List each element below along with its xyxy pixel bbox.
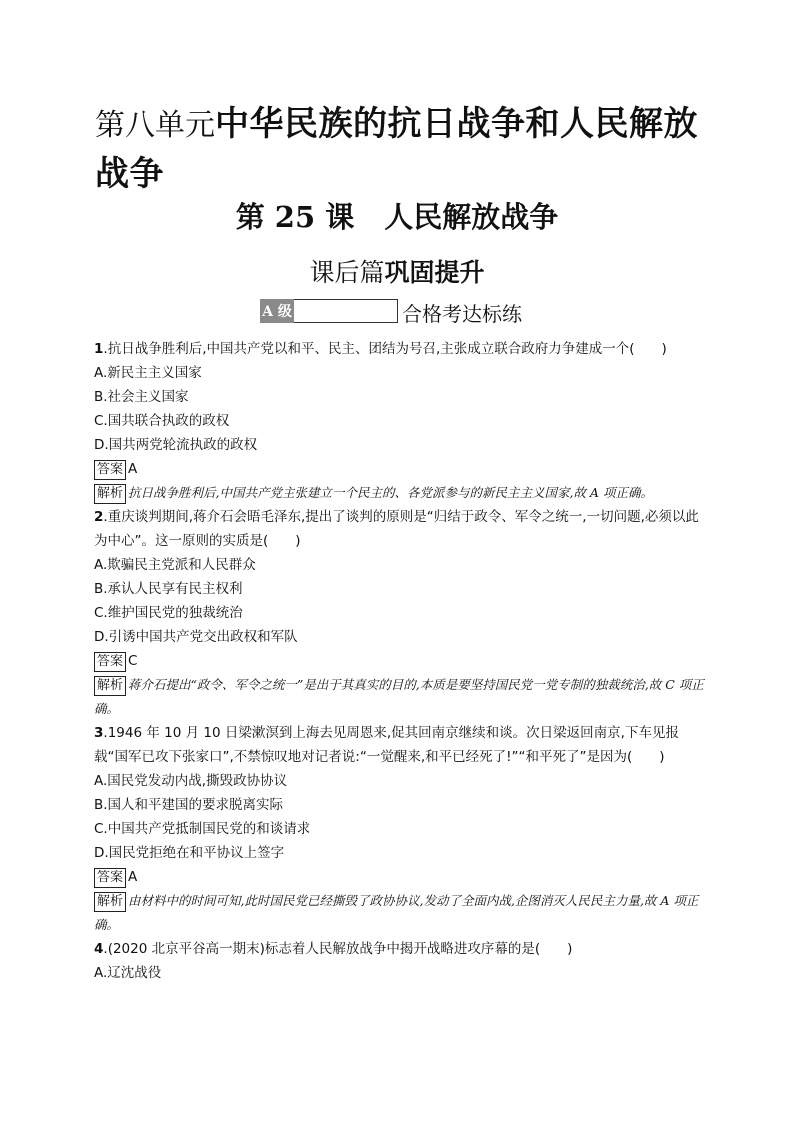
answer-value: A: [128, 869, 138, 885]
question-4: [94, 937, 706, 985]
explanation: 解析 蒋介石提出“政令、军令之统一”是出于其真实的目的,本质是要坚持国民党一党专制的独裁统治,故 C 项正确。: [94, 677, 704, 716]
question-number: 4: [94, 941, 104, 957]
section-title-plain: 课后篇: [309, 258, 385, 287]
question-list: [94, 337, 706, 985]
explain-tag: 解析: [94, 892, 126, 912]
answer-tag: 答案: [94, 868, 126, 888]
explain-tag: 解析: [94, 484, 126, 504]
question-stem: 1.抗日战争胜利后,中国共产党以和平、民主、团结为号召,主张成立联合政府力争建成一个( ): [94, 341, 667, 357]
answer-row: [94, 649, 706, 673]
option: A.国民党发动内战,撕毁政协协议: [94, 773, 288, 789]
option: A.欺骗民主党派和人民群众: [94, 557, 256, 573]
answer-row: [94, 457, 706, 481]
question-stem: 3.1946 年 10 月 10 日梁漱溟到上海去见周恩来,促其回南京继续和谈。次日梁返回南京,下车见报载“国军已攻下张家口”,不禁惊叹地对记者说:“一觉醒来,和平已经死了!”“和平死了”是因为( ): [94, 725, 679, 765]
option: C.中国共产党抵制国民党的和谈请求: [94, 821, 311, 837]
question-1: [94, 337, 706, 505]
answer-value: A: [128, 461, 138, 477]
option: B.社会主义国家: [94, 389, 189, 405]
level-badge: A 级: [260, 299, 294, 323]
answer-tag: 答案: [94, 652, 126, 672]
unit-title: [95, 100, 715, 198]
unit-main-title: 中华民族的抗日战争和人民解放战争: [95, 104, 698, 194]
option: D.国民党拒绝在和平协议上签字: [94, 845, 285, 861]
answer-tag: 答案: [94, 460, 126, 480]
answer-value: C: [128, 653, 138, 669]
question-3: [94, 721, 706, 937]
explain-tag: 解析: [94, 676, 126, 696]
option: A.新民主主义国家: [94, 365, 202, 381]
option: B.国人和平建国的要求脱离实际: [94, 797, 284, 813]
option: D.引诱中国共产党交出政权和军队: [94, 629, 298, 645]
option: C.维护国民党的独裁统治: [94, 605, 243, 621]
question-stem: 2.重庆谈判期间,蒋介石会晤毛泽东,提出了谈判的原则是“归结于政令、军令之统一,一切问题,必须以此为中心”。这一原则的实质是( ): [94, 509, 699, 549]
question-number: 2: [94, 509, 104, 525]
level-underline: [294, 299, 398, 323]
question-number: 3: [94, 725, 104, 741]
level-bar: [260, 296, 522, 326]
answer-row: [94, 865, 706, 889]
option: C.国共联合执政的政权: [94, 413, 230, 429]
section-title: [0, 253, 794, 289]
lesson-name: 人民解放战争: [384, 200, 559, 234]
explanation: 解析 抗日战争胜利后,中国共产党主张建立一个民主的、各党派参与的新民主主义国家,故 A 项正确。: [94, 481, 706, 505]
lesson-number: 第 25 课: [235, 200, 355, 234]
unit-prefix: 第八单元: [95, 108, 215, 143]
question-2: [94, 505, 706, 721]
option: B.承认人民享有民主权利: [94, 581, 243, 597]
section-title-bold: 巩固提升: [384, 258, 485, 287]
explanation: 解析 由材料中的时间可知,此时国民党已经撕毁了政协协议,发动了全面内战,企图消灭人民民主力量,故 A 项正确。: [94, 893, 699, 932]
question-stem: 4.(2020 北京平谷高一期末)标志着人民解放战争中揭开战略进攻序幕的是( ): [94, 941, 573, 957]
lesson-title: [0, 195, 794, 236]
option: D.国共两党轮流执政的政权: [94, 437, 258, 453]
question-number: 1: [94, 341, 104, 357]
option: A.辽沈战役: [94, 965, 162, 981]
level-label: 合格考达标练: [402, 302, 522, 326]
